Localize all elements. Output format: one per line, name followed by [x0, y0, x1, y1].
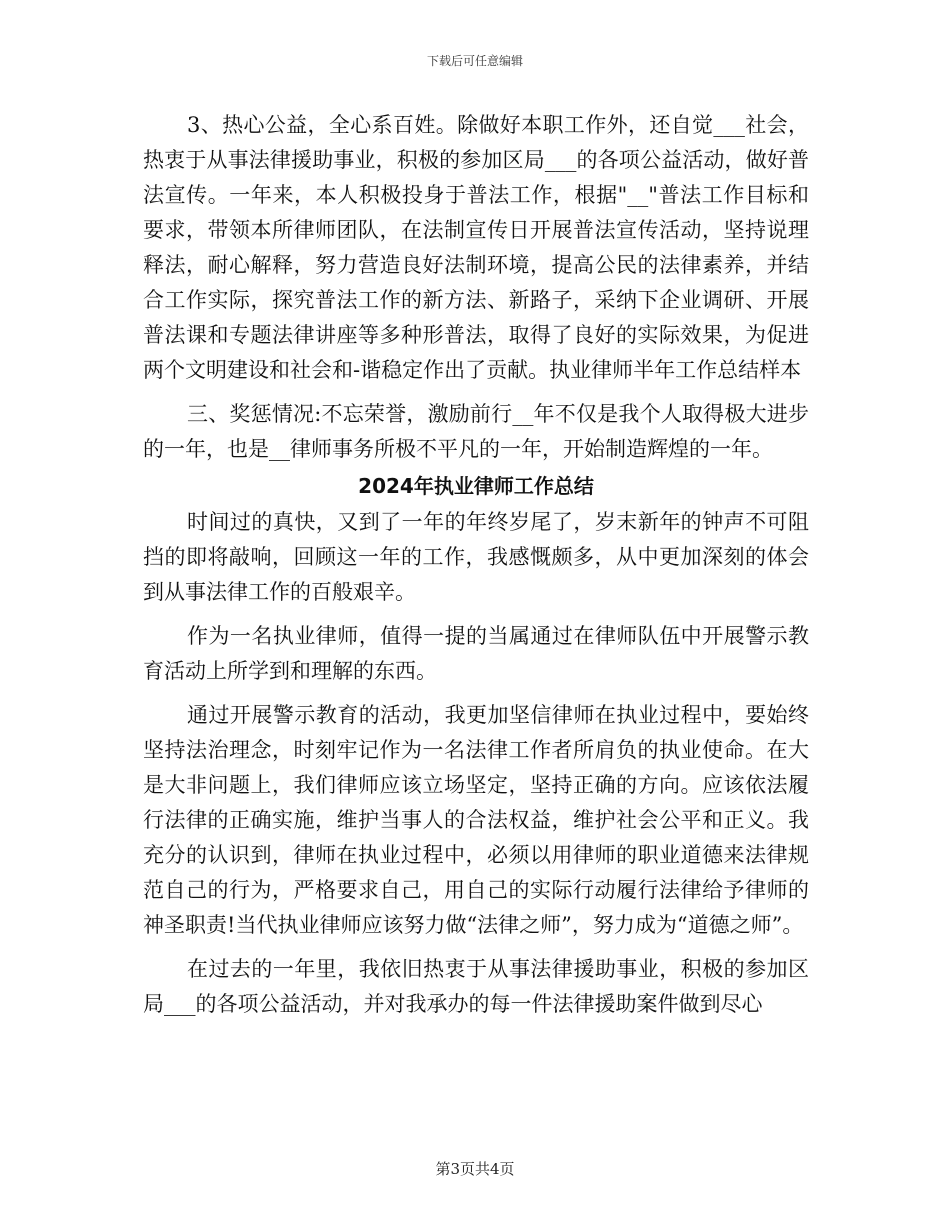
paragraph-legal-aid: 在过去的一年里，我依旧热衷于从事法律援助事业，积极的参加区局___的各项公益活动，并对我承办的每一件法律援助案件做到尽心	[143, 957, 809, 1016]
document-body	[143, 108, 809, 1022]
paragraph-intro: 时间过的真快，又到了一年的年终岁尾了，岁末新年的钟声不可阻挡的即将敲响，回顾这一年的工作，我感慨颇多，从中更加深刻的体会到从事法律工作的百般艰辛。	[143, 510, 809, 604]
paragraph-public-welfare: 3、热心公益，全心系百姓。除做好本职工作外，还自觉___社会，热衷于从事法律援助事业，积极的参加区局___的各项公益活动，做好普法宣传。一年来，本人积极投身于普法工作，根据"__"普法工作目标和要求，带领本所律师团队，在法制宣传日开展普法宣传活动，坚持说理释法，耐心解释，努力营造良好法制环境，提高公民的法律素养，并结合工作实际，探究普法工作的新方法、新路子，采纳下企业调研、开展普法课和专题法律讲座等多种形普法，取得了良好的实际效果，为促进两个文明建设和社会和-谐稳定作出了贡献。执业律师半年工作总结样本	[143, 113, 809, 382]
page-header-note: 下载后可任意编辑	[426, 54, 523, 68]
paragraph-rewards: 三、奖惩情况:不忘荣誉，激励前行__年不仅是我个人取得极大进步的一年，也是__律师事务所极不平凡的一年，开始制造辉煌的一年。	[143, 402, 809, 461]
paragraph-belief: 通过开展警示教育的活动，我更加坚信律师在执业过程中，要始终坚持法治理念，时刻牢记作为一名法律工作者所肩负的执业使命。在大是大非问题上，我们律师应该立场坚定，坚持正确的方向。应该依法履行法律的正确实施，维护当事人的合法权益，维护社会公平和正义。我充分的认识到，律师在执业过程中，必须以用律师的职业道德来法律规范自己的行为，严格要求自己，用自己的实际行动履行法律给予律师的神圣职责!当代执业律师应该努力做“法律之师”，努力成为“道德之师”。	[143, 703, 809, 937]
page-number: 第3页共4页	[435, 1160, 515, 1178]
paragraph-warning-education: 作为一名执业律师，值得一提的当属通过在律师队伍中开展警示教育活动上所学到和理解的东西。	[143, 624, 809, 683]
section-title: 2024年执业律师工作总结	[358, 474, 594, 498]
